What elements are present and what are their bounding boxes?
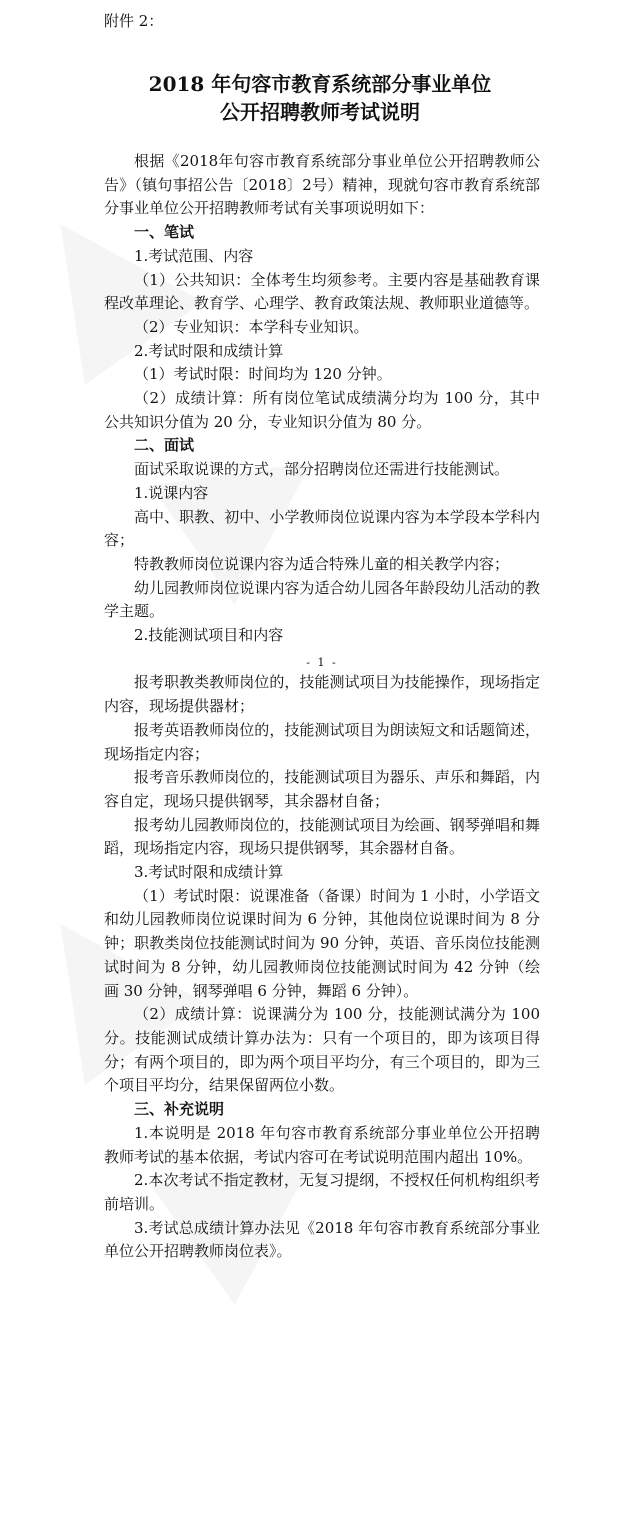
paragraph: （2）成绩计算：所有岗位笔试成绩满分均为 100 分，其中公共知识分值为 20 分，专业知识分值为 80 分。: [104, 389, 540, 431]
document-body: [104, 150, 540, 1264]
document-title-line1: 2018 年句容市教育系统部分事业单位: [148, 72, 492, 96]
paragraph: 高中、职教、初中、小学教师岗位说课内容为本学段本学科内容；: [104, 507, 540, 550]
paragraph: （2）专业知识：本学科专业知识。: [134, 317, 369, 336]
paragraph: 报考幼儿园教师岗位的，技能测试项目为绘画、钢琴弹唱和舞蹈，现场指定内容，现场只提供钢琴，其余器材自备。: [104, 815, 540, 858]
paragraph: 面试采取说课的方式，部分招聘岗位还需进行技能测试。: [134, 460, 510, 479]
paragraph: 报考音乐教师岗位的，技能测试项目为器乐、声乐和舞蹈，内容自定，现场只提供钢琴，其余器材自备；: [104, 768, 540, 810]
subsection-heading: 1.说课内容: [134, 483, 209, 502]
paragraph: （1）公共知识：全体考生均须参考。主要内容是基础教育课程改革理论、教育学、心理学、教育政策法规、教师职业道德等。: [104, 270, 540, 313]
subsection-heading: 2.技能测试项目和内容: [134, 626, 284, 645]
paragraph: 报考英语教师岗位的，技能测试项目为朗读短文和话题简述，现场指定内容；: [104, 720, 540, 763]
attachment-label: 附件 2：: [104, 12, 164, 30]
paragraph: 2.本次考试不指定教材，无复习提纲，不授权任何机构组织考前培训。: [104, 1171, 540, 1213]
subsection-heading: 3.考试时限和成绩计算: [134, 863, 284, 882]
paragraph: 特教教师岗位说课内容为适合特殊儿童的相关教学内容；: [134, 554, 510, 573]
paragraph: 3.考试总成绩计算办法见《2018 年句容市教育系统部分事业单位公开招聘教师岗位表》。: [104, 1218, 540, 1261]
section-heading-interview: 二、面试: [134, 436, 195, 455]
section-heading-written-exam: 一、笔试: [134, 223, 195, 242]
subsection-heading: 1.考试范围、内容: [134, 246, 254, 265]
paragraph: （1）考试时限：说课准备（备课）时间为 1 小时，小学语文和幼儿园教师岗位说课时间为 6 分钟，其他岗位说课时间为 8 分钟；职教类岗位技能测试时间为 90 分钟，英语、音乐岗位技能测试时间为 8 分钟，幼儿园教师岗位技能测试时间为 42 分钟（绘画 30 分钟，钢琴弹唱 6 分钟，舞蹈 6 分钟）。: [104, 886, 540, 1000]
paragraph: 1.本说明是 2018 年句容市教育系统部分事业单位公开招聘教师考试的基本依据，考试内容可在考试说明范围内超出 10%。: [104, 1123, 540, 1166]
paragraph: （2）成绩计算：说课满分为 100 分，技能测试满分为 100 分。技能测试成绩计算办法为：只有一个项目的，即为该项目得分；有两个项目的，即为两个项目平均分，有三个项目的，即为三个项目平均分，结果保留两位小数。: [104, 1005, 540, 1095]
paragraph: （1）考试时限：时间均为 120 分钟。: [134, 365, 392, 384]
section-heading-supplementary: 三、补充说明: [134, 1100, 225, 1119]
page-number: - 1 -: [306, 655, 338, 669]
intro-paragraph: 根据《2018年句容市教育系统部分事业单位公开招聘教师公告》（镇句事招公告〔2018〕2号）精神，现就句容市教育系统部分事业单位公开招聘教师考试有关事项说明如下：: [104, 152, 540, 218]
paragraph: 报考职教类教师岗位的，技能测试项目为技能操作，现场指定内容，现场提供器材；: [104, 673, 540, 716]
document-title-line2: 公开招聘教师考试说明: [220, 100, 420, 124]
subsection-heading: 2.考试时限和成绩计算: [134, 341, 284, 360]
paragraph: 幼儿园教师岗位说课内容为适合幼儿园各年龄段幼儿活动的教学主题。: [104, 578, 540, 621]
